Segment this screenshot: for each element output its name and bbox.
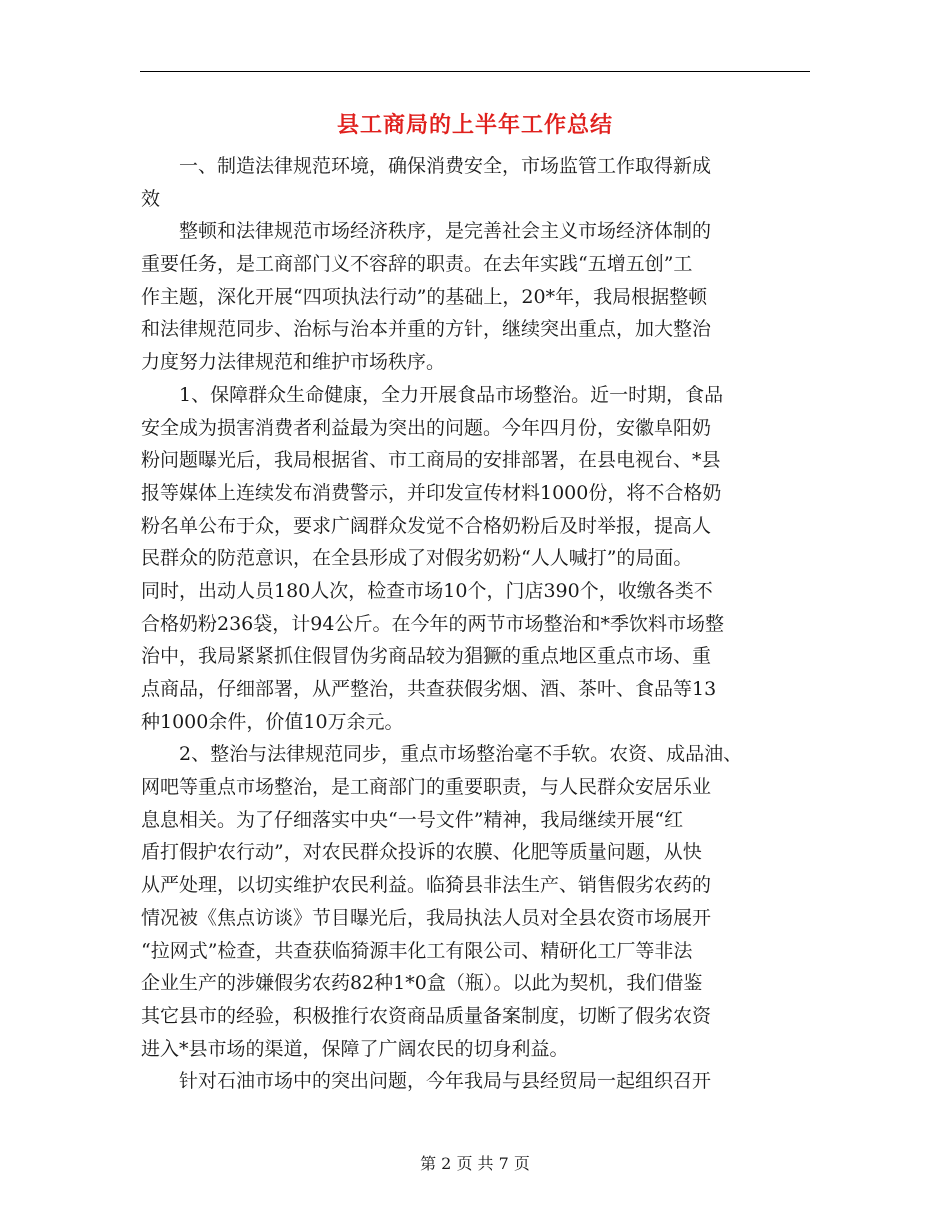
text-line: 从严处理，以切实维护农民利益。临猗县非法生产、销售假劣农药的	[141, 874, 712, 897]
text-line: 息息相关。为了仔细落实中央“一号文件”精神，我局继续开展“红	[141, 808, 684, 831]
text-line: 治中，我局紧紧抓住假冒伪劣商品较为猖獗的重点地区重点市场、重	[141, 645, 712, 668]
text-line: 粉名单公布于众，要求广阔群众发觉不合格奶粉后及时举报，提高人	[141, 514, 712, 537]
text-line: 其它县市的经验，积极推行农资商品质量备案制度，切断了假劣农资	[141, 1004, 712, 1027]
text-line: 种1000余件，价值10万余元。	[141, 710, 404, 733]
text-line: 盾打假护农行动”，对农民群众投诉的农膜、化肥等质量问题，从快	[141, 841, 702, 864]
text-line: 网吧等重点市场整治，是工商部门的重要职责，与人民群众安居乐业	[141, 776, 712, 799]
text-line: 整顿和法律规范市场经济秩序，是完善社会主义市场经济体制的	[141, 220, 712, 243]
text-line: 和法律规范同步、治标与治本并重的方针，继续突出重点，加大整治	[141, 318, 712, 341]
text-line: 作主题，深化开展“四项执法行动”的基础上，20*年，我局根据整顿	[141, 285, 708, 308]
text-line: 1、保障群众生命健康，全力开展食品市场整治。近一时期，食品	[141, 383, 724, 406]
text-line: 进入*县市场的渠道，保障了广阔农民的切身利益。	[141, 1037, 569, 1060]
text-line: 粉问题曝光后，我局根据省、市工商局的安排部署，在县电视台、*县	[141, 449, 721, 472]
text-line: 2、整治与法律规范同步，重点市场整治毫不手软。农资、成品油、	[141, 743, 743, 766]
text-line: 情况被《焦点访谈》节目曝光后，我局执法人员对全县农资市场展开	[141, 906, 712, 929]
text-line: 重要任务，是工商部门义不容辞的职责。在去年实践“五增五创”工	[141, 253, 693, 276]
text-line: 点商品，仔细部署，从严整治，共查获假劣烟、酒、茶叶、食品等13	[141, 678, 717, 700]
text-line: “拉网式”检查，共查获临猗源丰化工有限公司、精研化工厂等非法	[141, 939, 693, 962]
text-line: 合格奶粉236袋，计94公斤。在今年的两节市场整治和*季饮料市场整	[141, 612, 724, 635]
header-rule	[140, 71, 810, 72]
text-line: 民群众的防范意识，在全县形成了对假劣奶粉“人人喊打”的局面。	[141, 547, 693, 570]
text-line: 同时，出动人员180人次，检查市场10个，门店390个，收缴各类不	[141, 579, 713, 602]
text-line: 报等媒体上连续发布消费警示，并印发宣传材料1000份，将不合格奶	[141, 481, 722, 504]
text-line: 一、制造法律规范环境，确保消费安全，市场监管工作取得新成	[141, 155, 712, 177]
document-title: 县工商局的上半年工作总结	[336, 112, 613, 138]
text-line: 安全成为损害消费者利益最为突出的问题。今年四月份，安徽阜阳奶	[141, 416, 712, 439]
text-line: 力度努力法律规范和维护市场秩序。	[141, 351, 446, 374]
text-line: 效	[141, 187, 161, 210]
document-body	[141, 150, 821, 1098]
text-line: 针对石油市场中的突出问题，今年我局与县经贸局一起组织召开	[141, 1070, 712, 1093]
page-footer: 第 2 页 共 7 页	[420, 1154, 530, 1173]
text-line: 企业生产的涉嫌假劣农药82种1*0盒（瓶）。以此为契机，我们借鉴	[141, 972, 703, 995]
